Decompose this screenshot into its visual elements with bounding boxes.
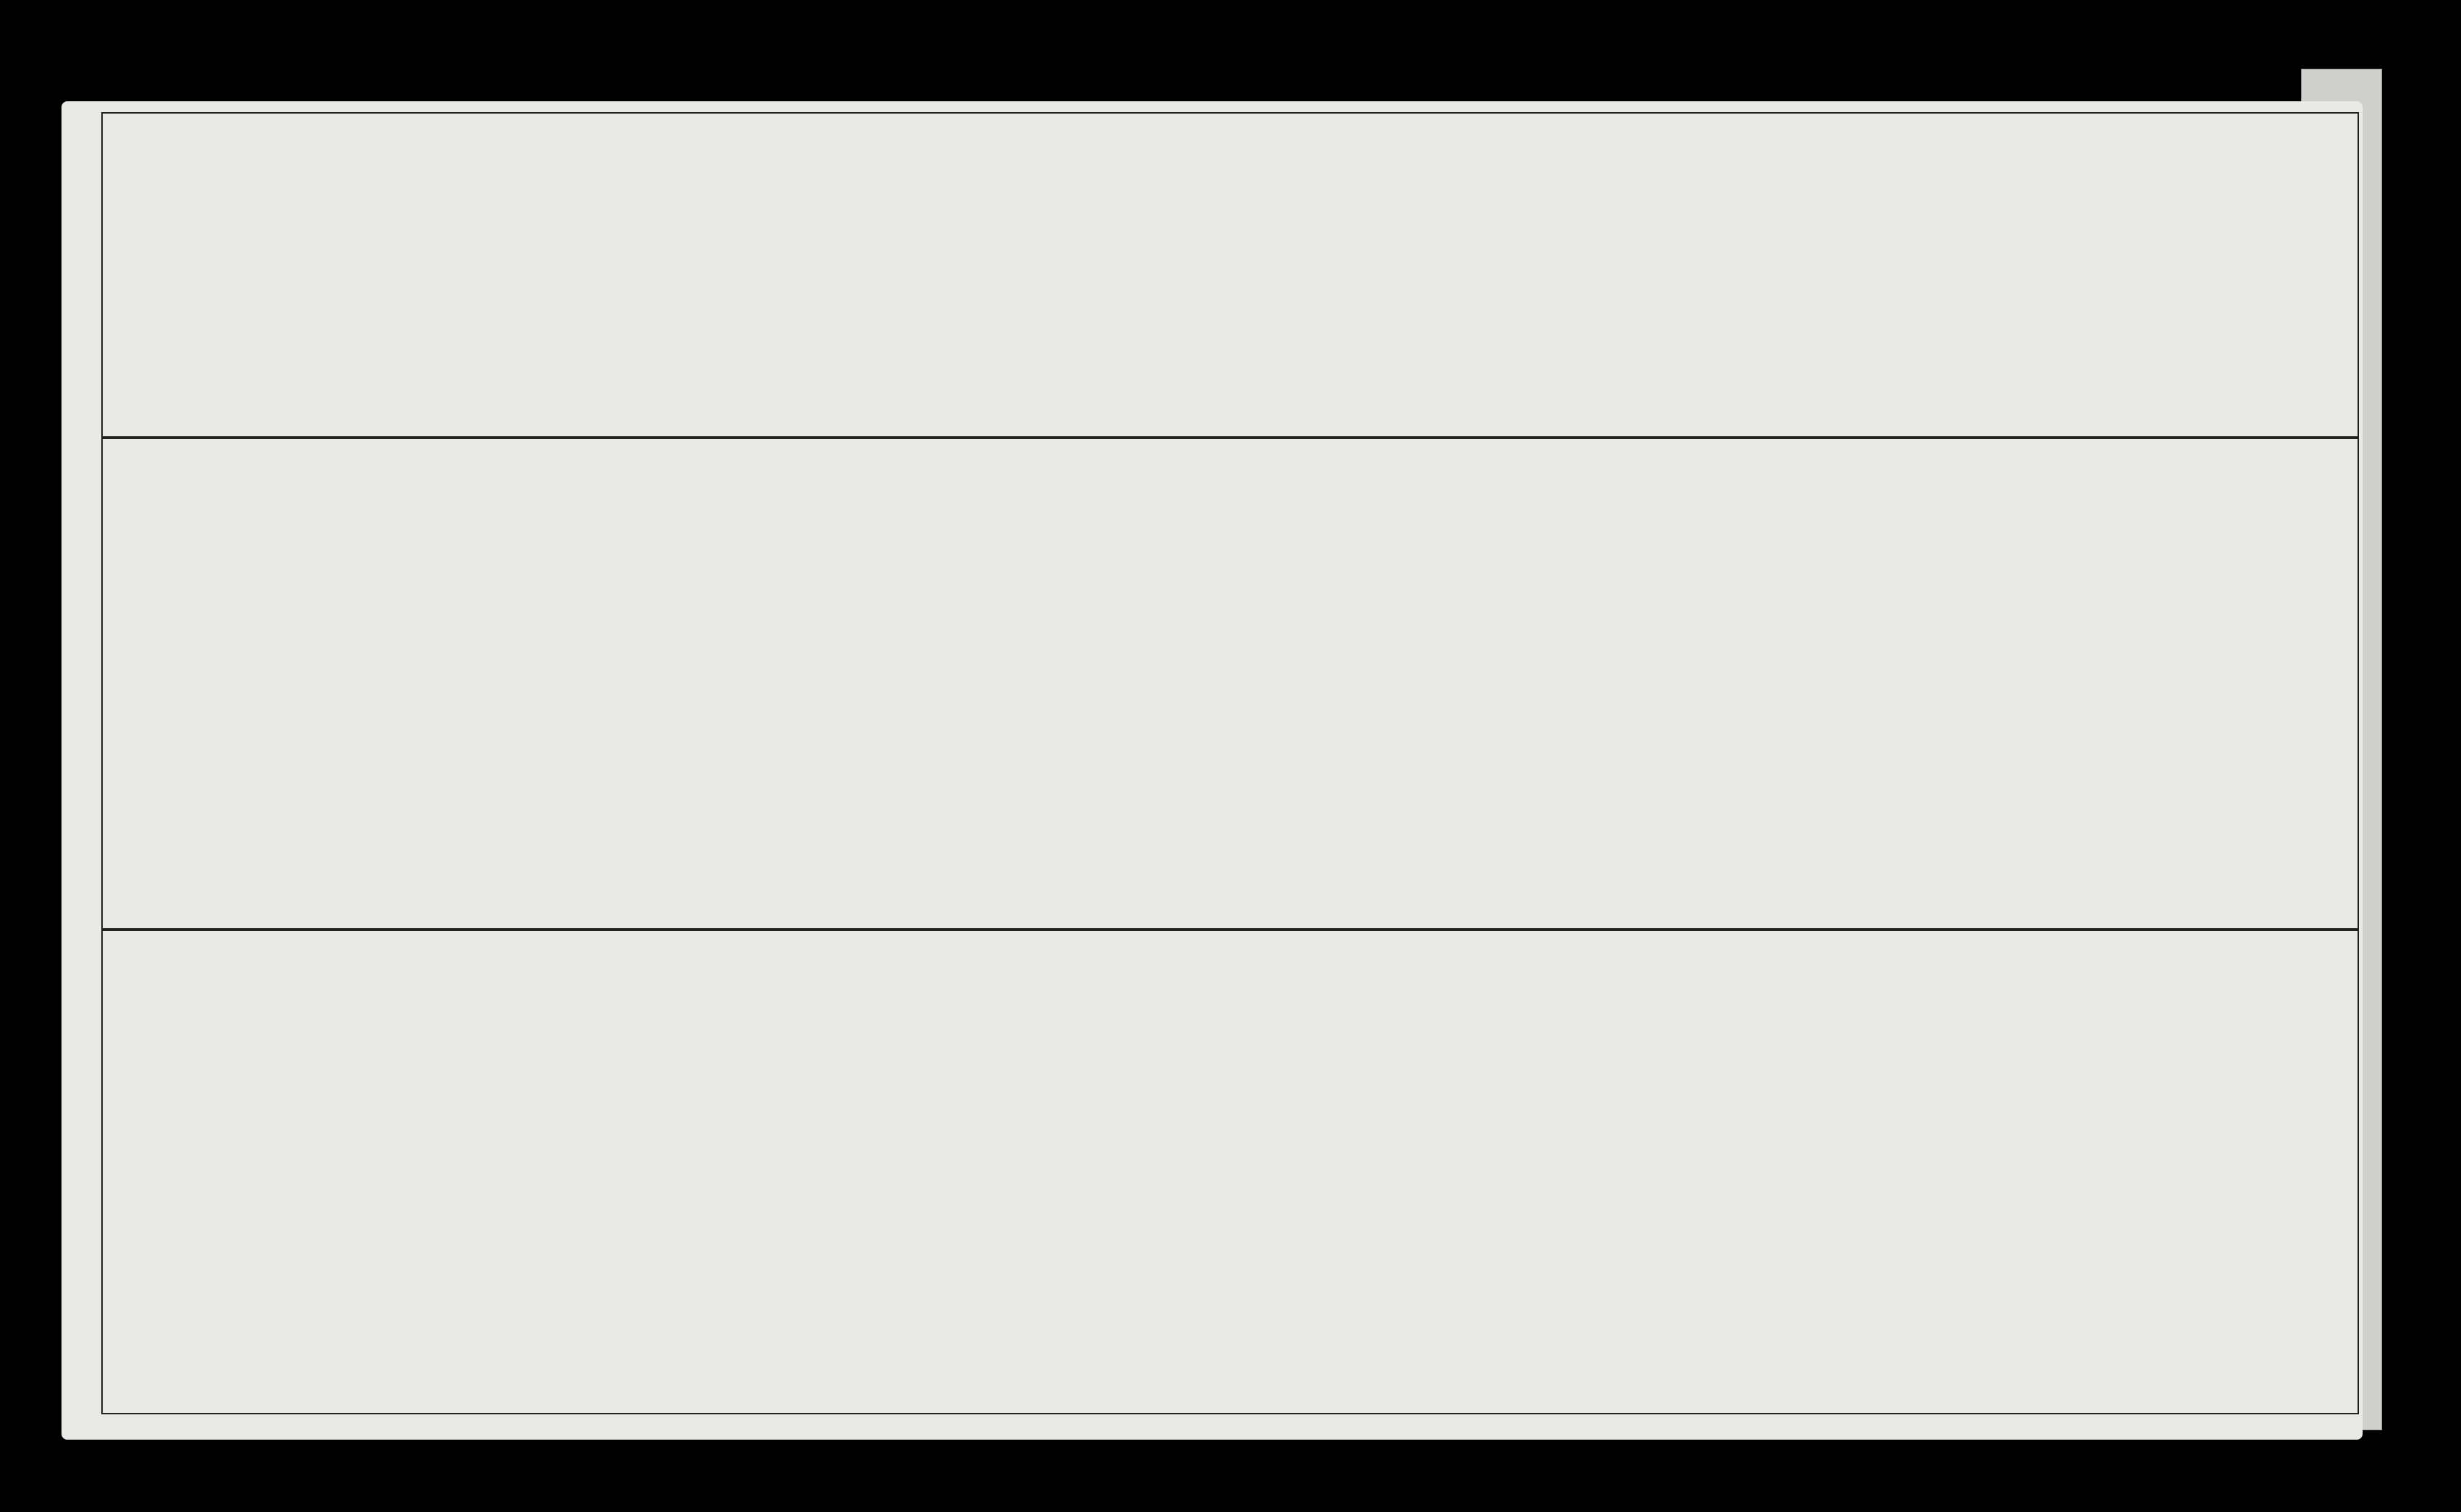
lease-section xyxy=(101,930,2359,1414)
middle-section xyxy=(101,438,2359,930)
crops-section xyxy=(101,112,2359,438)
census-card xyxy=(62,101,2363,1440)
